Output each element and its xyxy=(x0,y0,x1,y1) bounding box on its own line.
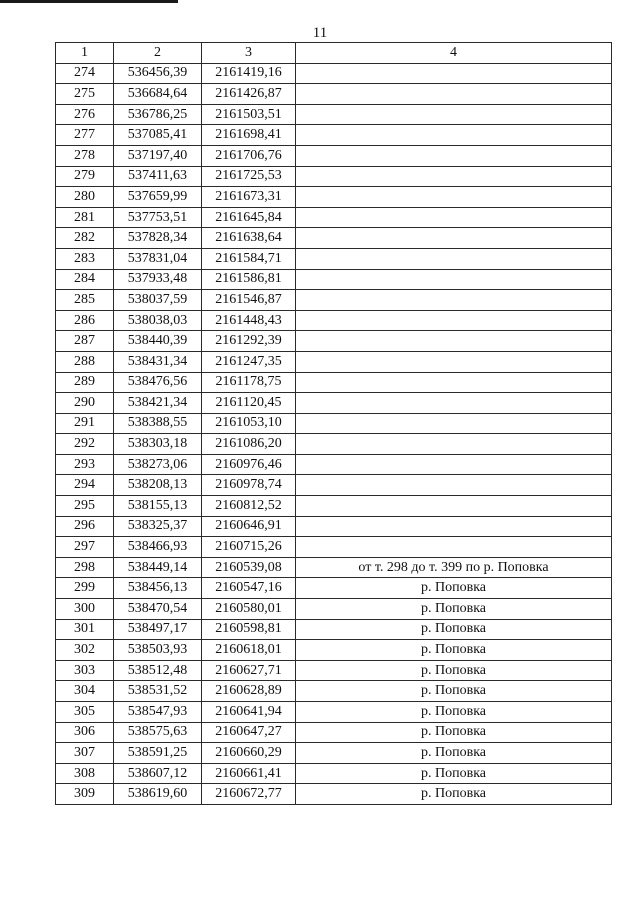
x-coordinate-cell: 537831,04 xyxy=(114,248,202,269)
table-row xyxy=(56,331,612,352)
description-cell xyxy=(296,207,612,228)
y-coordinate-cell: 2161247,35 xyxy=(202,351,296,372)
table-row xyxy=(56,578,612,599)
column-header-4: 4 xyxy=(296,43,612,64)
y-coordinate-cell: 2161120,45 xyxy=(202,393,296,414)
table-row xyxy=(56,166,612,187)
y-coordinate-cell: 2160547,16 xyxy=(202,578,296,599)
y-coordinate-cell: 2161503,51 xyxy=(202,104,296,125)
table-row xyxy=(56,372,612,393)
x-coordinate-cell: 536684,64 xyxy=(114,84,202,105)
y-coordinate-cell: 2160978,74 xyxy=(202,475,296,496)
column-header-1: 1 xyxy=(56,43,114,64)
description-cell xyxy=(296,331,612,352)
y-coordinate-cell: 2160812,52 xyxy=(202,496,296,517)
x-coordinate-cell: 538512,48 xyxy=(114,660,202,681)
point-number-cell: 300 xyxy=(56,599,114,620)
point-number-cell: 287 xyxy=(56,331,114,352)
table-row xyxy=(56,475,612,496)
x-coordinate-cell: 538470,54 xyxy=(114,599,202,620)
point-number-cell: 306 xyxy=(56,722,114,743)
point-number-cell: 301 xyxy=(56,619,114,640)
point-number-cell: 294 xyxy=(56,475,114,496)
y-coordinate-cell: 2160672,77 xyxy=(202,784,296,805)
table-row xyxy=(56,393,612,414)
description-cell xyxy=(296,84,612,105)
column-header-2: 2 xyxy=(114,43,202,64)
point-number-cell: 284 xyxy=(56,269,114,290)
point-number-cell: 303 xyxy=(56,660,114,681)
y-coordinate-cell: 2160715,26 xyxy=(202,537,296,558)
point-number-cell: 307 xyxy=(56,743,114,764)
point-number-cell: 293 xyxy=(56,454,114,475)
point-number-cell: 309 xyxy=(56,784,114,805)
description-cell: р. Поповка xyxy=(296,681,612,702)
description-cell xyxy=(296,125,612,146)
y-coordinate-cell: 2160976,46 xyxy=(202,454,296,475)
description-cell xyxy=(296,290,612,311)
point-number-cell: 278 xyxy=(56,145,114,166)
y-coordinate-cell: 2161546,87 xyxy=(202,290,296,311)
point-number-cell: 305 xyxy=(56,702,114,723)
table-row xyxy=(56,351,612,372)
x-coordinate-cell: 537085,41 xyxy=(114,125,202,146)
description-cell xyxy=(296,166,612,187)
description-cell: р. Поповка xyxy=(296,578,612,599)
point-number-cell: 304 xyxy=(56,681,114,702)
y-coordinate-cell: 2161448,43 xyxy=(202,310,296,331)
y-coordinate-cell: 2161645,84 xyxy=(202,207,296,228)
x-coordinate-cell: 538208,13 xyxy=(114,475,202,496)
table-row xyxy=(56,187,612,208)
table-row xyxy=(56,84,612,105)
description-cell: от т. 298 до т. 399 по р. Поповка xyxy=(296,557,612,578)
y-coordinate-cell: 2160580,01 xyxy=(202,599,296,620)
x-coordinate-cell: 537753,51 xyxy=(114,207,202,228)
point-number-cell: 277 xyxy=(56,125,114,146)
table-row xyxy=(56,784,612,805)
point-number-cell: 299 xyxy=(56,578,114,599)
description-cell xyxy=(296,228,612,249)
y-coordinate-cell: 2160661,41 xyxy=(202,763,296,784)
table-row xyxy=(56,228,612,249)
x-coordinate-cell: 538503,93 xyxy=(114,640,202,661)
y-coordinate-cell: 2160598,81 xyxy=(202,619,296,640)
table-row xyxy=(56,660,612,681)
table-row xyxy=(56,496,612,517)
description-cell xyxy=(296,351,612,372)
x-coordinate-cell: 538155,13 xyxy=(114,496,202,517)
x-coordinate-cell: 538476,56 xyxy=(114,372,202,393)
description-cell xyxy=(296,372,612,393)
table-row xyxy=(56,434,612,455)
x-coordinate-cell: 536786,25 xyxy=(114,104,202,125)
point-number-cell: 286 xyxy=(56,310,114,331)
description-cell xyxy=(296,454,612,475)
x-coordinate-cell: 538421,34 xyxy=(114,393,202,414)
y-coordinate-cell: 2161426,87 xyxy=(202,84,296,105)
table-row xyxy=(56,145,612,166)
x-coordinate-cell: 538466,93 xyxy=(114,537,202,558)
table-row xyxy=(56,125,612,146)
y-coordinate-cell: 2161638,64 xyxy=(202,228,296,249)
x-coordinate-cell: 538591,25 xyxy=(114,743,202,764)
y-coordinate-cell: 2160641,94 xyxy=(202,702,296,723)
point-number-cell: 274 xyxy=(56,63,114,84)
top-rule xyxy=(0,0,178,3)
description-cell xyxy=(296,63,612,84)
y-coordinate-cell: 2160618,01 xyxy=(202,640,296,661)
x-coordinate-cell: 538531,52 xyxy=(114,681,202,702)
description-cell xyxy=(296,248,612,269)
description-cell: р. Поповка xyxy=(296,619,612,640)
point-number-cell: 297 xyxy=(56,537,114,558)
description-cell: р. Поповка xyxy=(296,722,612,743)
y-coordinate-cell: 2161292,39 xyxy=(202,331,296,352)
point-number-cell: 288 xyxy=(56,351,114,372)
table-row xyxy=(56,104,612,125)
description-cell xyxy=(296,187,612,208)
y-coordinate-cell: 2160647,27 xyxy=(202,722,296,743)
x-coordinate-cell: 538440,39 xyxy=(114,331,202,352)
point-number-cell: 283 xyxy=(56,248,114,269)
description-cell xyxy=(296,413,612,434)
y-coordinate-cell: 2161178,75 xyxy=(202,372,296,393)
x-coordinate-cell: 538575,63 xyxy=(114,722,202,743)
description-cell xyxy=(296,475,612,496)
description-cell xyxy=(296,434,612,455)
point-number-cell: 276 xyxy=(56,104,114,125)
y-coordinate-cell: 2160627,71 xyxy=(202,660,296,681)
x-coordinate-cell: 538303,18 xyxy=(114,434,202,455)
table-row xyxy=(56,763,612,784)
point-number-cell: 290 xyxy=(56,393,114,414)
table-row xyxy=(56,516,612,537)
point-number-cell: 292 xyxy=(56,434,114,455)
x-coordinate-cell: 538619,60 xyxy=(114,784,202,805)
coordinates-table xyxy=(55,42,612,805)
description-cell: р. Поповка xyxy=(296,743,612,764)
y-coordinate-cell: 2160628,89 xyxy=(202,681,296,702)
y-coordinate-cell: 2161673,31 xyxy=(202,187,296,208)
table-row xyxy=(56,63,612,84)
y-coordinate-cell: 2161725,53 xyxy=(202,166,296,187)
point-number-cell: 281 xyxy=(56,207,114,228)
table-row xyxy=(56,557,612,578)
table-row xyxy=(56,413,612,434)
description-cell xyxy=(296,104,612,125)
table-row xyxy=(56,599,612,620)
point-number-cell: 289 xyxy=(56,372,114,393)
y-coordinate-cell: 2161584,71 xyxy=(202,248,296,269)
x-coordinate-cell: 538456,13 xyxy=(114,578,202,599)
table-row xyxy=(56,722,612,743)
table-row xyxy=(56,310,612,331)
x-coordinate-cell: 537659,99 xyxy=(114,187,202,208)
y-coordinate-cell: 2161706,76 xyxy=(202,145,296,166)
x-coordinate-cell: 538038,03 xyxy=(114,310,202,331)
description-cell: р. Поповка xyxy=(296,763,612,784)
x-coordinate-cell: 538497,17 xyxy=(114,619,202,640)
point-number-cell: 291 xyxy=(56,413,114,434)
x-coordinate-cell: 538325,37 xyxy=(114,516,202,537)
point-number-cell: 280 xyxy=(56,187,114,208)
table-row xyxy=(56,702,612,723)
x-coordinate-cell: 537828,34 xyxy=(114,228,202,249)
table-row xyxy=(56,454,612,475)
description-cell: р. Поповка xyxy=(296,599,612,620)
description-cell: р. Поповка xyxy=(296,784,612,805)
description-cell xyxy=(296,145,612,166)
y-coordinate-cell: 2160660,29 xyxy=(202,743,296,764)
x-coordinate-cell: 538273,06 xyxy=(114,454,202,475)
x-coordinate-cell: 537197,40 xyxy=(114,145,202,166)
page-number: 11 xyxy=(312,25,328,41)
y-coordinate-cell: 2161586,81 xyxy=(202,269,296,290)
point-number-cell: 285 xyxy=(56,290,114,311)
point-number-cell: 302 xyxy=(56,640,114,661)
description-cell xyxy=(296,496,612,517)
x-coordinate-cell: 538547,93 xyxy=(114,702,202,723)
table-row xyxy=(56,248,612,269)
y-coordinate-cell: 2161053,10 xyxy=(202,413,296,434)
description-cell: р. Поповка xyxy=(296,660,612,681)
table-row xyxy=(56,290,612,311)
x-coordinate-cell: 538037,59 xyxy=(114,290,202,311)
table-row xyxy=(56,619,612,640)
description-cell xyxy=(296,393,612,414)
column-header-3: 3 xyxy=(202,43,296,64)
x-coordinate-cell: 537411,63 xyxy=(114,166,202,187)
x-coordinate-cell: 538607,12 xyxy=(114,763,202,784)
description-cell: р. Поповка xyxy=(296,702,612,723)
x-coordinate-cell: 536456,39 xyxy=(114,63,202,84)
point-number-cell: 279 xyxy=(56,166,114,187)
table-body xyxy=(56,63,612,804)
y-coordinate-cell: 2161698,41 xyxy=(202,125,296,146)
point-number-cell: 275 xyxy=(56,84,114,105)
point-number-cell: 282 xyxy=(56,228,114,249)
table-row xyxy=(56,537,612,558)
description-cell: р. Поповка xyxy=(296,640,612,661)
x-coordinate-cell: 538449,14 xyxy=(114,557,202,578)
point-number-cell: 296 xyxy=(56,516,114,537)
table-row xyxy=(56,207,612,228)
table-header-row xyxy=(56,43,612,64)
y-coordinate-cell: 2160646,91 xyxy=(202,516,296,537)
description-cell xyxy=(296,269,612,290)
point-number-cell: 295 xyxy=(56,496,114,517)
point-number-cell: 298 xyxy=(56,557,114,578)
table-row xyxy=(56,640,612,661)
x-coordinate-cell: 537933,48 xyxy=(114,269,202,290)
x-coordinate-cell: 538431,34 xyxy=(114,351,202,372)
y-coordinate-cell: 2161419,16 xyxy=(202,63,296,84)
y-coordinate-cell: 2161086,20 xyxy=(202,434,296,455)
table-row xyxy=(56,681,612,702)
point-number-cell: 308 xyxy=(56,763,114,784)
table-row xyxy=(56,743,612,764)
description-cell xyxy=(296,516,612,537)
description-cell xyxy=(296,537,612,558)
y-coordinate-cell: 2160539,08 xyxy=(202,557,296,578)
description-cell xyxy=(296,310,612,331)
table-row xyxy=(56,269,612,290)
x-coordinate-cell: 538388,55 xyxy=(114,413,202,434)
